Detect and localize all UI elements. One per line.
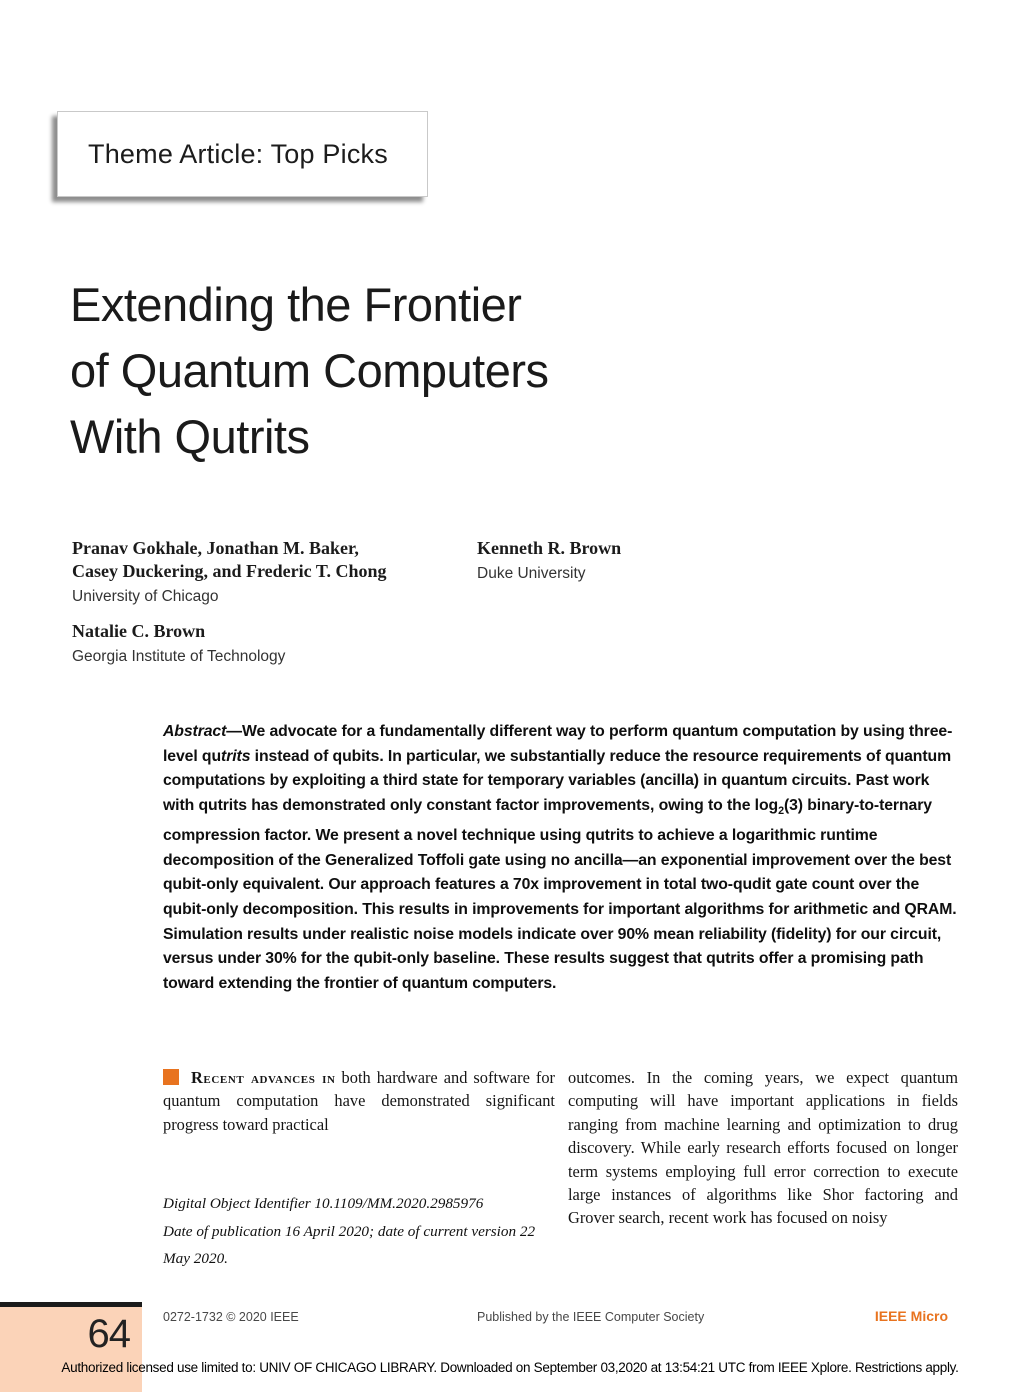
author-affiliation: Duke University [477, 565, 586, 582]
abstract-text-1: —We advocate for a fundamentally different way to perform quantum computation by using three-level qu [163, 723, 953, 765]
page-number: 64 [87, 1312, 130, 1356]
author-affiliation: Georgia Institute of Technology [72, 648, 286, 665]
author-column-right [477, 537, 777, 584]
copyright-line: 0272-1732 © 2020 IEEE [163, 1310, 299, 1324]
abstract-label: Abstract [163, 723, 227, 740]
article-title-line1: Extending the Frontier [70, 278, 522, 331]
spacer [72, 607, 472, 620]
doi-line: Digital Object Identifier 10.1109/MM.2020.2985976 [163, 1195, 484, 1212]
journal-name: IEEE Micro [874, 1308, 948, 1324]
lead-in-smallcaps: Recent advances in [191, 1068, 336, 1087]
abstract-qutrits-italic: trits [221, 747, 251, 765]
orange-square-marker [163, 1069, 179, 1085]
article-title [70, 272, 549, 470]
author-names-line1: Pranav Gokhale, Jonathan M. Baker, [72, 538, 359, 558]
body-paragraph-left: both hardware and software for quantum computation have demonstrated significant progress toward practical [163, 1068, 556, 1134]
author-names [72, 537, 472, 583]
author-names: Kenneth R. Brown [477, 538, 622, 558]
doi-footnote [163, 1190, 557, 1273]
body-paragraph-right: outcomes. In the coming years, we expect quantum computing will have important applications in fields ranging from machine learning and optimization to drug discovery. While early research efforts focused on longer term systems employing full error correction to execute large instances of algorithms like Shor factoring and Grover search, recent work has focused on noisy [568, 1068, 958, 1228]
abstract-text-3: (3) binary-to-ternary compression factor. We present a novel technique using qutrits to achieve a logarithmic runtime decomposition of the Generalized Toffoli gate using no ancilla—an exponential improvement over the best qubit-only equivalent. Our approach features a 70x improvement in total two-qudit gate count over the qubit-only decomposition. This results in improvements for important algorithms for arithmetic and QRAM. Simulation results under realistic noise models indicate over 90% mean reliability (fidelity) for our circuit, versus under 30% for the qubit-only baseline. These results suggest that qutrits offer a promising path toward extending the frontier of quantum computers. [163, 797, 957, 993]
abstract-text-2: instead of qubits. In particular, we substantially reduce the resource requirements of quantum computations by exploiting a third state for temporary variables (ancilla) in quantum circuits. Past work with qutrits has demonstrated only constant factor improvements, owing to the log [163, 747, 952, 815]
theme-article-badge [57, 111, 428, 197]
article-title-line3: With Qutrits [70, 410, 310, 463]
abstract-paragraph [163, 720, 959, 997]
license-line: Authorized licensed use limited to: UNIV OF CHICAGO LIBRARY. Downloaded on September 03,2020 at 13:54:21 UTC from IEEE Xplore. Restrictions apply. [61, 1360, 959, 1375]
page-number-tab [0, 1307, 142, 1392]
publisher-line: Published by the IEEE Computer Society [477, 1310, 705, 1324]
article-title-line2: of Quantum Computers [70, 344, 549, 397]
publication-dates-line: Date of publication 16 April 2020; date of current version 22 May 2020. [163, 1222, 536, 1267]
author-column-left [72, 537, 472, 667]
abstract-log-subscript: 2 [778, 805, 784, 818]
body-column-right [568, 1066, 958, 1230]
theme-article-label: Theme Article: Top Picks [88, 138, 388, 169]
author-names: Natalie C. Brown [72, 621, 206, 641]
body-column-left [163, 1066, 555, 1136]
author-names-line2: Casey Duckering, and Frederic T. Chong [72, 561, 387, 581]
author-affiliation: University of Chicago [72, 588, 219, 605]
